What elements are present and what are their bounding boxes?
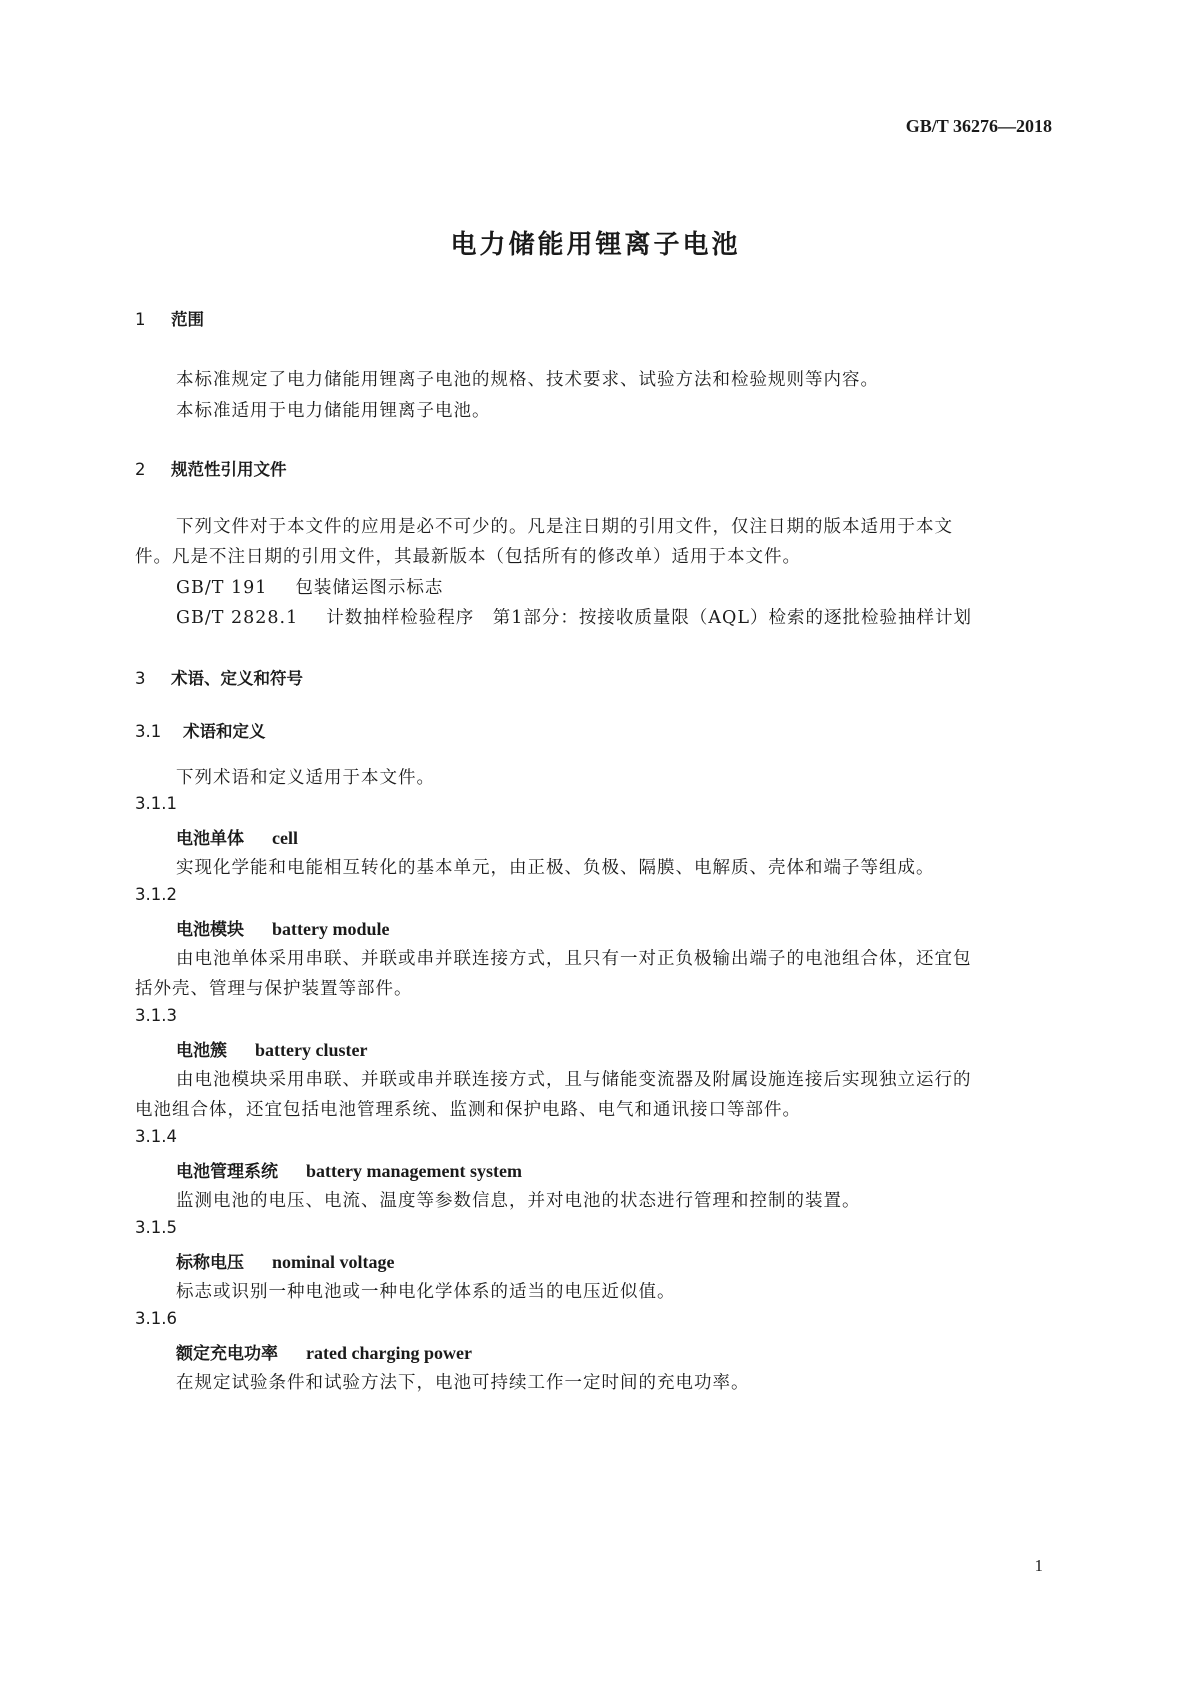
term-number: 3.1.4 — [135, 1127, 177, 1146]
term-heading — [176, 1248, 395, 1273]
term-chinese: 电池簇 — [176, 1041, 227, 1061]
term-heading — [176, 1157, 522, 1182]
reference-code: GB/T 2828.1 — [176, 608, 299, 628]
section-title: 术语、定义和符号 — [171, 669, 303, 688]
term-definition: 监测电池的电压、电流、温度等参数信息，并对电池的状态进行管理和控制的装置。 — [176, 1191, 861, 1211]
term-heading — [176, 1036, 367, 1061]
term-definition-continuation: 电池组合体，还宜包括电池管理系统、监测和保护电路、电气和通讯接口等部件。 — [135, 1100, 801, 1120]
term-chinese: 电池管理系统 — [176, 1162, 278, 1182]
paragraph: 本标准规定了电力储能用锂离子电池的规格、技术要求、试验方法和检验规则等内容。 — [176, 370, 879, 390]
term-heading — [176, 915, 389, 940]
reference-title: 包装储运图示标志 — [295, 578, 444, 598]
page-number: 1 — [1034, 1556, 1043, 1575]
section-3-heading — [135, 665, 303, 689]
term-chinese: 标称电压 — [176, 1253, 244, 1273]
section-number: 3 — [135, 669, 146, 688]
term-definition: 由电池模块采用串联、并联或串并联连接方式，且与储能变流器及附属设施连接后实现独立运行的 — [176, 1070, 972, 1090]
paragraph: 本标准适用于电力储能用锂离子电池。 — [176, 401, 491, 421]
term-definition: 在规定试验条件和试验方法下，电池可持续工作一定时间的充电功率。 — [176, 1373, 750, 1393]
reference-item — [176, 574, 443, 599]
standard-code: GB/T 36276—2018 — [905, 116, 1052, 136]
section-title: 规范性引用文件 — [171, 460, 287, 479]
term-english: battery cluster — [255, 1040, 368, 1060]
term-definition-continuation: 括外壳、管理与保护装置等部件。 — [135, 979, 413, 999]
paragraph: 下列文件对于本文件的应用是必不可少的。凡是注日期的引用文件，仅注日期的版本适用于本文 — [176, 517, 953, 537]
reference-title: 计数抽样检验程序 第1部分：按接收质量限（AQL）检索的逐批检验抽样计划 — [326, 608, 972, 628]
term-number: 3.1.2 — [135, 885, 177, 904]
section-title: 范围 — [171, 310, 204, 329]
reference-item — [176, 604, 972, 629]
term-english: cell — [272, 828, 298, 848]
document-title: 电力储能用锂离子电池 — [450, 230, 741, 260]
term-chinese: 额定充电功率 — [176, 1344, 278, 1364]
term-english: battery management system — [306, 1161, 522, 1181]
section-title: 术语和定义 — [183, 722, 266, 741]
reference-code: GB/T 191 — [176, 578, 268, 598]
term-definition: 标志或识别一种电池或一种电化学体系的适当的电压近似值。 — [176, 1282, 676, 1302]
paragraph: 下列术语和定义适用于本文件。 — [176, 768, 435, 788]
term-heading — [176, 824, 298, 849]
paragraph-continuation: 件。凡是不注日期的引用文件，其最新版本（包括所有的修改单）适用于本文件。 — [135, 547, 801, 567]
section-1-heading — [135, 306, 204, 330]
term-definition: 实现化学能和电能相互转化的基本单元，由正极、负极、隔膜、电解质、壳体和端子等组成。 — [176, 858, 935, 878]
term-number: 3.1.5 — [135, 1218, 177, 1237]
term-chinese: 电池模块 — [176, 920, 244, 940]
section-number: 3.1 — [135, 722, 162, 741]
term-english: nominal voltage — [272, 1252, 395, 1272]
section-3-1-heading — [135, 718, 266, 742]
term-chinese: 电池单体 — [176, 829, 244, 849]
section-2-heading — [135, 456, 287, 480]
term-heading — [176, 1339, 472, 1364]
section-number: 2 — [135, 460, 146, 479]
term-number: 3.1.1 — [135, 794, 177, 813]
term-english: battery module — [272, 919, 390, 939]
term-number: 3.1.3 — [135, 1006, 177, 1025]
term-english: rated charging power — [306, 1343, 472, 1363]
section-number: 1 — [135, 310, 146, 329]
term-definition: 由电池单体采用串联、并联或串并联连接方式，且只有一对正负极输出端子的电池组合体，还宜包 — [176, 949, 972, 969]
term-number: 3.1.6 — [135, 1309, 177, 1328]
